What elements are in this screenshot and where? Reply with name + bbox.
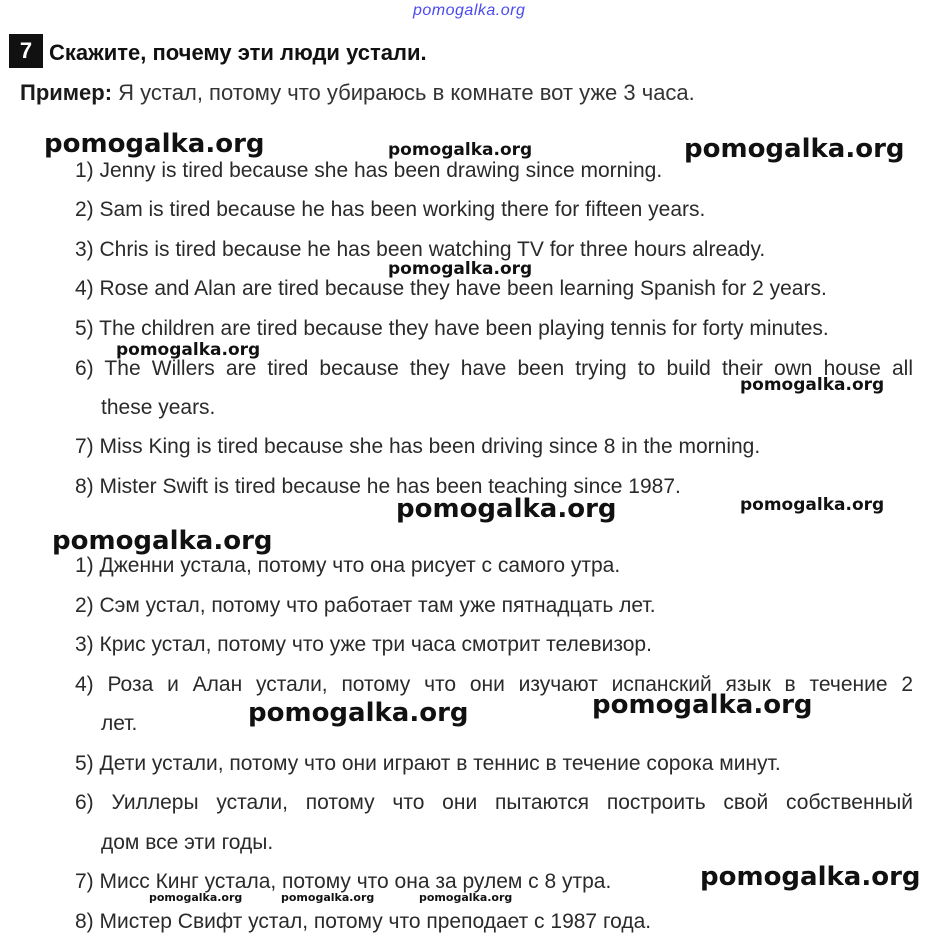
watermark-text: pomogalka.org [684,134,905,164]
english-answer-5: 5) The children are tired because they have been playing tennis for forty minutes. [75,317,829,340]
watermark-text: pomogalka.org [740,495,885,515]
watermark-text: pomogalka.org [388,259,533,279]
watermark-text: pomogalka.org [281,891,375,904]
russian-answer-4-continued: лет. [101,712,138,735]
english-answer-3: 3) Chris is tired because he has been watching TV for three hours already. [75,238,766,261]
watermark-text: pomogalka.org [700,862,921,892]
watermark-text: pomogalka.org [44,129,265,159]
russian-answer-7: 7) Мисс Кинг устала, потому что она за рулем с 8 утра. [75,870,612,893]
watermark-text: pomogalka.org [388,140,533,160]
top-watermark: pomogalka.org [413,2,526,19]
russian-answer-2: 2) Сэм устал, потому что работает там уже пятнадцать лет. [75,594,656,617]
task-number-badge: 7 [9,34,43,68]
watermark-text: pomogalka.org [740,375,885,395]
example-text: Я устал, потому что убираюсь в комнате вот уже 3 часа. [112,80,695,105]
english-answer-7: 7) Miss King is tired because she has been driving since 8 in the morning. [75,435,761,458]
english-answer-8: 8) Mister Swift is tired because he has been teaching since 1987. [75,475,681,498]
english-answer-6: 6) The Willers are tired because they have been trying to build their own house all [75,357,913,380]
russian-answer-4: 4) Роза и Алан устали, потому что они изучают испанский язык в течение 2 [75,673,913,696]
russian-answer-5: 5) Дети устали, потому что они играют в теннис в течение сорока минут. [75,752,781,775]
watermark-text: pomogalka.org [116,340,261,360]
russian-answer-1: 1) Дженни устала, потому что она рисует с самого утра. [75,554,621,577]
example-line [20,80,695,106]
russian-answer-8: 8) Мистер Свифт устал, потому что преподает с 1987 года. [75,910,652,933]
russian-answer-3: 3) Крис устал, потому что уже три часа смотрит телевизор. [75,633,652,656]
russian-answer-6-continued: дом все эти годы. [101,831,274,854]
example-label: Пример: [20,80,113,105]
watermark-text: pomogalka.org [592,690,813,720]
english-answer-1: 1) Jenny is tired because she has been drawing since morning. [75,159,663,182]
russian-answer-6: 6) Уиллеры устали, потому что они пытаются построить свой собственный [75,791,913,814]
english-answer-6-continued: these years. [101,396,216,419]
watermark-text: pomogalka.org [149,891,243,904]
english-answer-2: 2) Sam is tired because he has been working there for fifteen years. [75,198,706,221]
english-answer-4: 4) Rose and Alan are tired because they have been learning Spanish for 2 years. [75,277,827,300]
watermark-text: pomogalka.org [419,891,513,904]
watermark-text: pomogalka.org [248,698,469,728]
watermark-text: pomogalka.org [396,494,617,524]
watermark-text: pomogalka.org [52,526,273,556]
task-title: Скажите, почему эти люди устали. [49,40,427,65]
